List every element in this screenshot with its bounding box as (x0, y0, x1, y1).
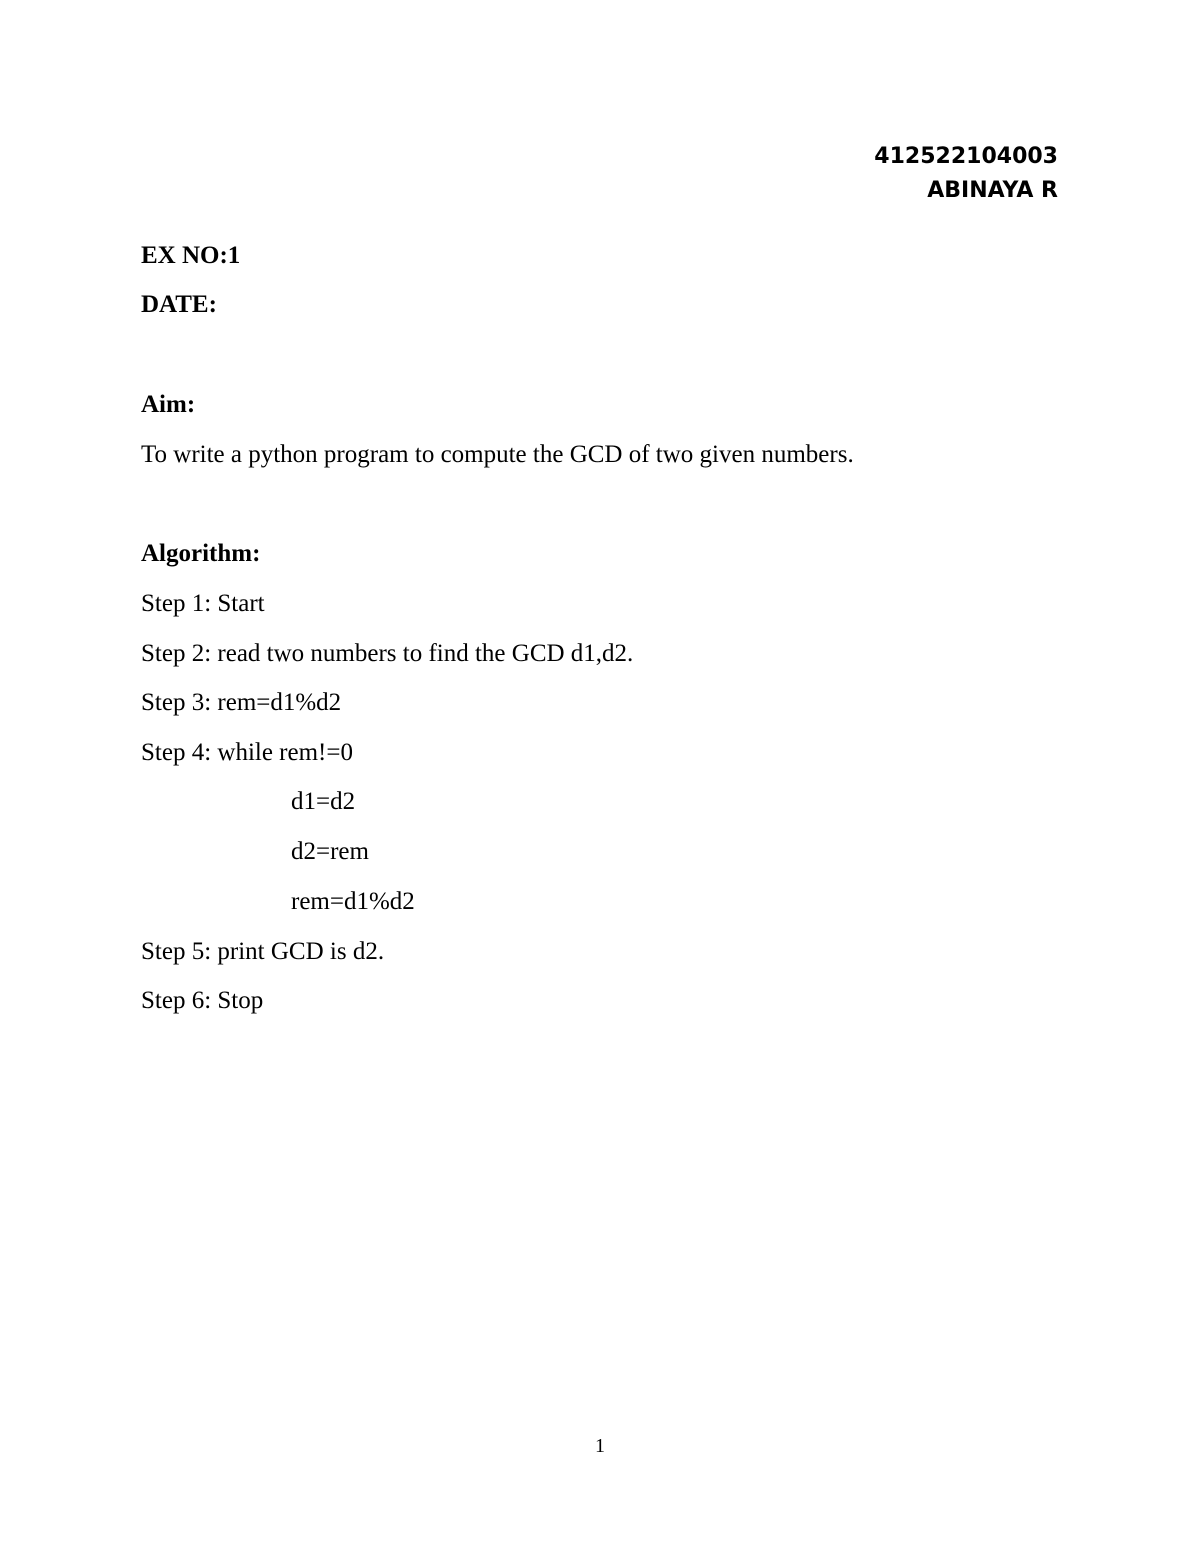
student-name: ABINAYA R (927, 178, 1058, 203)
roll-number: 412522104003 (874, 144, 1058, 169)
aim-text: To write a python program to compute the GCD of two given numbers. (141, 441, 854, 468)
algorithm-substep: d1=d2 (291, 788, 356, 815)
page-number: 1 (595, 1435, 605, 1457)
student-header (874, 140, 1058, 208)
exercise-date: DATE: (141, 291, 217, 318)
algorithm-step: Step 3: rem=d1%d2 (141, 689, 342, 716)
algorithm-step: Step 1: Start (141, 590, 265, 617)
exercise-number: EX NO:1 (141, 242, 241, 269)
algorithm-substep: rem=d1%d2 (291, 888, 415, 915)
aim-heading: Aim: (141, 391, 196, 418)
algorithm-step: Step 5: print GCD is d2. (141, 938, 385, 965)
algorithm-heading: Algorithm: (141, 540, 261, 567)
algorithm-step: Step 6: Stop (141, 987, 264, 1014)
algorithm-step: Step 2: read two numbers to find the GCD d1,d2. (141, 640, 634, 667)
algorithm-step: Step 4: while rem!=0 (141, 739, 353, 766)
algorithm-substep: d2=rem (291, 838, 369, 865)
